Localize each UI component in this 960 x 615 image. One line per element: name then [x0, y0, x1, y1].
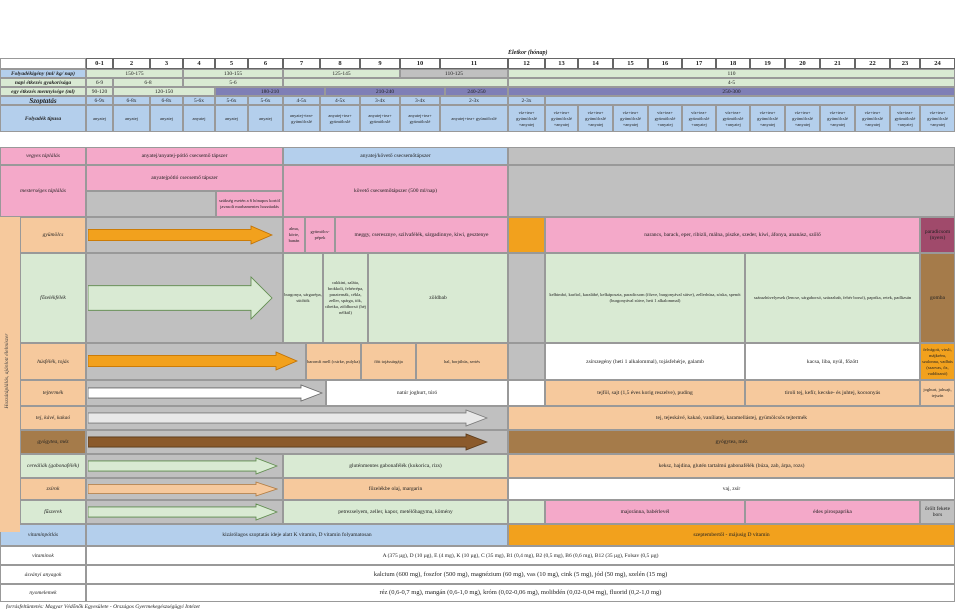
- zsirok-a: főzelékbe olaj, margarin: [283, 478, 508, 500]
- fluid-type-cell: anyatej: [183, 105, 215, 132]
- breastfeed-cell: 5-6x: [215, 96, 248, 105]
- vegyes-cell: anyatej/anyatej-pótló csecsemő tápszer: [86, 147, 283, 165]
- month-cell: 10: [400, 58, 440, 69]
- tejtermek-arrow: [88, 384, 323, 402]
- hus-f: felvágott, virsli, májkrém, szalonna, vadhús (szarvas, őz, vaddisznó): [920, 343, 955, 380]
- food-label-fozelek: főzelékfélék: [20, 253, 86, 343]
- fluid-cell: 150-175: [86, 69, 183, 78]
- month-cell: 23: [890, 58, 920, 69]
- vegyes-cell: [508, 147, 955, 165]
- hus-d: zsírszegény (heti 1 alkalommal), tojásfehérje, galamb: [545, 343, 745, 380]
- gyumolcs-e: paradicsom (nyers): [920, 217, 955, 253]
- mesterseges-cell: szükség esetén a 6 hónapos kortól javasolt marhamentes hozzáadás: [216, 191, 283, 217]
- fluid-type-cell: víz+tea+ gyümölcslé +anyatej: [578, 105, 613, 132]
- fozelek-e: szárazhüvelyesek (lencse, sárgaborsó, szárazbab, fehér borsó), paprika, retek, padlizsán: [745, 253, 920, 343]
- freq-cell: 4-5: [508, 78, 955, 87]
- month-cell: 20: [785, 58, 820, 69]
- row-label-gyakorisag: napi étkezés gyakorisága: [0, 78, 86, 87]
- mesterseges-cell: anyatejpótló csecsemő tápszer: [86, 165, 283, 191]
- fozelek-a: burgonya, sárgarépa, sütőtök: [283, 253, 323, 343]
- row-label-folyadek-tipusa: Folyadék típusa: [0, 105, 86, 132]
- mesterseges-cell: [508, 165, 955, 217]
- fozelek-b: cukkini, saláta, brokkoli, fehérrépa, paszternák, cékla, zeller, spárga, tök, cibetka, zöldborsó (héj nélkül): [323, 253, 368, 343]
- breastfeed-cell: 4-5x: [320, 96, 360, 105]
- fuszerek-a: petrezselyem, zeller, kapor, metélőhagyma, kömény: [283, 500, 508, 524]
- tejtermek-gap: [508, 380, 545, 406]
- cerealia-b: keksz, hajdina, glutén tartalmú gabonafélék (búza, zab, árpa, rozs): [508, 454, 955, 478]
- breastfeed-cell: 2-3x: [508, 96, 545, 105]
- fluid-type-cell: anyatej+tea+ gyümölcslé: [320, 105, 360, 132]
- row-label-szoptatas: Szoptatás: [0, 96, 86, 105]
- month-cell: 21: [820, 58, 855, 69]
- mesterseges-cell: [86, 191, 216, 217]
- month-cell: 17: [682, 58, 716, 69]
- breastfeed-cell: 5-6x: [183, 96, 215, 105]
- amount-cell: 240-250: [445, 87, 508, 96]
- month-cell: 16: [648, 58, 682, 69]
- tejtermek-d: joghurt, juhsajt, tejszín: [920, 380, 955, 406]
- row-label-mesterseges: mesterséges táplálás: [0, 165, 86, 217]
- footer-source: forrásfeltüntetés: Magyar Védőnők Egyesülete - Országos Gyermekegészségügyi Intézet: [6, 604, 200, 610]
- vitaminok-text: A (375 µg), D (10 µg), E (4 mg), K (10 µg), C (35 mg), B1 (0,4 mg), B2 (0,5 mg), B6 (0,6 mg), B12 (35 µg), Folsav (0,5 µg): [86, 546, 955, 565]
- breastfeed-cell: [545, 96, 955, 105]
- hus-arrow: [88, 351, 298, 371]
- tejtermek-a: natúr joghurt, túró: [326, 380, 508, 406]
- header-blank: [0, 58, 86, 69]
- gyumolcs-d: narancs, barack, eper, ribizli, málna, piszke, szeder, kiwi, áfonya, ananász, szőlő: [545, 217, 920, 253]
- month-cell: 18: [716, 58, 750, 69]
- row-label-folyadekigeny: Folyadékigény (ml/ kg/ nap): [0, 69, 86, 78]
- gyumolcs-b: gyümölcs-pépek: [305, 217, 335, 253]
- asvanyi-text: kalcium (600 mg), foszfor (500 mg), magnézium (60 mg), vas (10 mg), cink (5 mg), jód (50 mg), szelén (15 mg): [86, 565, 955, 584]
- food-label-hus: húsfélék, tojás: [20, 343, 86, 380]
- fuszerek-d: őrölt fekete bors: [920, 500, 955, 524]
- breastfeed-cell: 6-8x: [150, 96, 183, 105]
- hus-c: hal, borjúhús, sertés: [416, 343, 508, 380]
- freq-cell: [283, 78, 508, 87]
- zsirok-b: vaj, zsír: [508, 478, 955, 500]
- month-cell: 12: [508, 58, 545, 69]
- amount-cell: 250-300: [508, 87, 955, 96]
- fluid-type-cell: víz+tea+ gyümölcslé +anyatej: [820, 105, 855, 132]
- gyumolcs-a: alma, körte, banán: [283, 217, 305, 253]
- gyogytea-arrow: [88, 433, 488, 451]
- fuszerek-gap: [508, 500, 545, 524]
- side-label: Hozzátáplálás, ajánlott élelmiszer: [4, 333, 10, 409]
- zsirok-arrow: [88, 481, 278, 497]
- fozelek-arrow: [88, 276, 273, 320]
- gyumolcs-c: meggy, cseresznye, szilvafélék, sárgadinnye, kiwi, gesztenye: [335, 217, 508, 253]
- hus-a: baromfi mell (csirke, pulyka): [306, 343, 361, 380]
- month-cell: 15: [613, 58, 648, 69]
- breastfeed-cell: 5-6x: [248, 96, 283, 105]
- fozelek-gap: [508, 253, 545, 343]
- row-label-vitaminok: vitaminok: [0, 546, 86, 565]
- food-label-cerealia: cereáliák (gabonafélék): [20, 454, 86, 478]
- month-cell: 2: [113, 58, 150, 69]
- fluid-type-cell: anyatej+tea+ gyümölcslé: [360, 105, 400, 132]
- breastfeed-cell: 3-4x: [360, 96, 400, 105]
- fuszerek-c: édes pirospaprika: [745, 500, 920, 524]
- food-label-gyogytea: gyógytea, méz: [20, 430, 86, 454]
- fluid-type-cell: víz+tea+ gyümölcslé +anyatej: [648, 105, 682, 132]
- kave-arrow: [88, 409, 488, 427]
- month-cell: 9: [360, 58, 400, 69]
- fluid-type-cell: víz+tea+ gyümölcslé +anyatej: [716, 105, 750, 132]
- cerealia-a: gluténmentes gabonafélék (kukorica, rizs): [283, 454, 508, 478]
- breastfeed-cell: 3-4x: [400, 96, 440, 105]
- fluid-cell: 125-145: [283, 69, 400, 78]
- row-label-nyomelem: nyomelemek: [0, 584, 86, 602]
- freq-cell: 5-6: [183, 78, 283, 87]
- fozelek-d: kelbimbó, karfiol, karalábé, kelkáposzta, paradicsom (főzve, burgonyával sütve), zellerhúsa, sóska, spenót (burgonyával sütve, heti 1 alkalommal): [545, 253, 745, 343]
- hus-e: kacsa, liba, nyúl, főzött: [745, 343, 920, 380]
- row-label-vitaminpotlas: vitaminpótlás: [0, 524, 86, 546]
- month-cell: 24: [920, 58, 955, 69]
- vitamin-b: szeptembertől - májusig D vitamin: [508, 524, 955, 546]
- cerealia-arrow: [88, 457, 278, 475]
- freq-cell: 6-8: [113, 78, 183, 87]
- breastfeed-cell: 4-5x: [283, 96, 320, 105]
- month-cell: 8: [320, 58, 360, 69]
- fluid-type-cell: víz+tea+ gyümölcslé +anyatej: [508, 105, 545, 132]
- month-cell: 7: [283, 58, 320, 69]
- amount-cell: 210-240: [325, 87, 445, 96]
- fuszerek-arrow: [88, 503, 278, 521]
- vitamin-a: kizárólagos szoptatás ideje alatt K vitamin, D vitamin folyamatosan: [86, 524, 508, 546]
- food-label-tejtermek: tejtermék: [20, 380, 86, 406]
- fluid-type-cell: víz+tea+ gyümölcslé +anyatej: [613, 105, 648, 132]
- gyumolcs-gap: [508, 217, 545, 253]
- month-cell: 3: [150, 58, 183, 69]
- fozelek-f: gomba: [920, 253, 955, 343]
- food-label-gyumolcs: gyümölcs: [20, 217, 86, 253]
- hus-b: főtt tojássárgája: [361, 343, 416, 380]
- fluid-type-cell: víz+tea+ gyümölcslé +anyatej: [855, 105, 890, 132]
- fozelek-c: zöldbab: [368, 253, 508, 343]
- nyomelem-text: réz (0,6-0,7 mg), mangán (0,6-1,0 mg), króm (0,02-0,06 mg), molibdén (0,02-0,04 mg), fluorid (0,2-1,0 mg): [86, 584, 955, 602]
- row-label-asvanyi: ásványi anyagok: [0, 565, 86, 584]
- month-cell: 5: [215, 58, 248, 69]
- month-cell: 19: [750, 58, 785, 69]
- breastfeed-cell: 6-9x: [86, 96, 113, 105]
- food-label-kave: tej, kávé, kakaó: [20, 406, 86, 430]
- vegyes-cell: anyatej/követő csecsemőtápszer: [283, 147, 508, 165]
- fluid-cell: 130-155: [183, 69, 283, 78]
- breastfeed-cell: 6-8x: [113, 96, 150, 105]
- food-label-zsirok: zsírok: [20, 478, 86, 500]
- amount-cell: 120-150: [113, 87, 215, 96]
- breastfeed-cell: 2-3x: [440, 96, 508, 105]
- fluid-type-cell: víz+tea+ gyümölcslé +anyatej: [750, 105, 785, 132]
- fluid-cell: 110-125: [400, 69, 508, 78]
- fluid-type-cell: anyatej: [86, 105, 113, 132]
- fluid-type-cell: anyatej: [215, 105, 248, 132]
- fluid-cell: 110: [508, 69, 955, 78]
- gyogytea-a: gyógytea, méz: [508, 430, 955, 454]
- fluid-type-cell: anyatej: [248, 105, 283, 132]
- month-cell: 14: [578, 58, 613, 69]
- hus-gap: [508, 343, 545, 380]
- fluid-type-cell: víz+tea+ gyümölcslé +anyatej: [682, 105, 716, 132]
- eletkor-header: Életkor (hónap): [508, 50, 548, 56]
- fluid-type-cell: anyatej+tea+ gyümölcslé: [400, 105, 440, 132]
- month-cell: 11: [440, 58, 508, 69]
- month-cell: 22: [855, 58, 890, 69]
- amount-cell: 90-120: [86, 87, 113, 96]
- fluid-type-cell: anyatej: [113, 105, 150, 132]
- kave-a: tej, tejeskávé, kakaó, vaníliatej, karamellástej, gyümölcsös tejtermék: [508, 406, 955, 430]
- tejtermek-b: tejföl, sajt (1,5 éves korig reszelve), puding: [545, 380, 745, 406]
- month-cell: 0-1: [86, 58, 113, 69]
- months-row: [0, 58, 960, 69]
- fluid-type-cell: víz+tea+ gyümölcslé +anyatej: [785, 105, 820, 132]
- amount-cell: 180-210: [215, 87, 325, 96]
- fluid-type-cell: anyatej: [150, 105, 183, 132]
- freq-cell: 6-9: [86, 78, 113, 87]
- fluid-type-cell: víz+tea+ gyümölcslé +anyatej: [920, 105, 955, 132]
- row-label-mennyiseg: egy étkezés mennyisége (ml): [0, 87, 86, 96]
- row-label-vegyes: vegyes táplálás: [0, 147, 86, 165]
- fuszerek-b: majoránna, babérlevél: [545, 500, 745, 524]
- gyumolcs-arrow: [88, 225, 273, 245]
- food-label-fuszerek: fűszerek: [20, 500, 86, 524]
- month-cell: 13: [545, 58, 578, 69]
- month-cell: 4: [183, 58, 215, 69]
- fluid-type-cell: víz+tea+ gyümölcslé +anyatej: [890, 105, 920, 132]
- mesterseges-cell: követő csecsemőtápszer (500 ml/nap): [283, 165, 508, 217]
- tejtermek-c: tiroli tej, kefír, kecske- és juhtej, kocsonyás: [745, 380, 920, 406]
- fluid-type-cell: víz+tea+ gyümölcslé +anyatej: [545, 105, 578, 132]
- fluid-type-cell: anyatej+tea+ gyümölcslé: [440, 105, 508, 132]
- month-cell: 6: [248, 58, 283, 69]
- fluid-type-cell: anyatej+tea+ gyümölcslé: [283, 105, 320, 132]
